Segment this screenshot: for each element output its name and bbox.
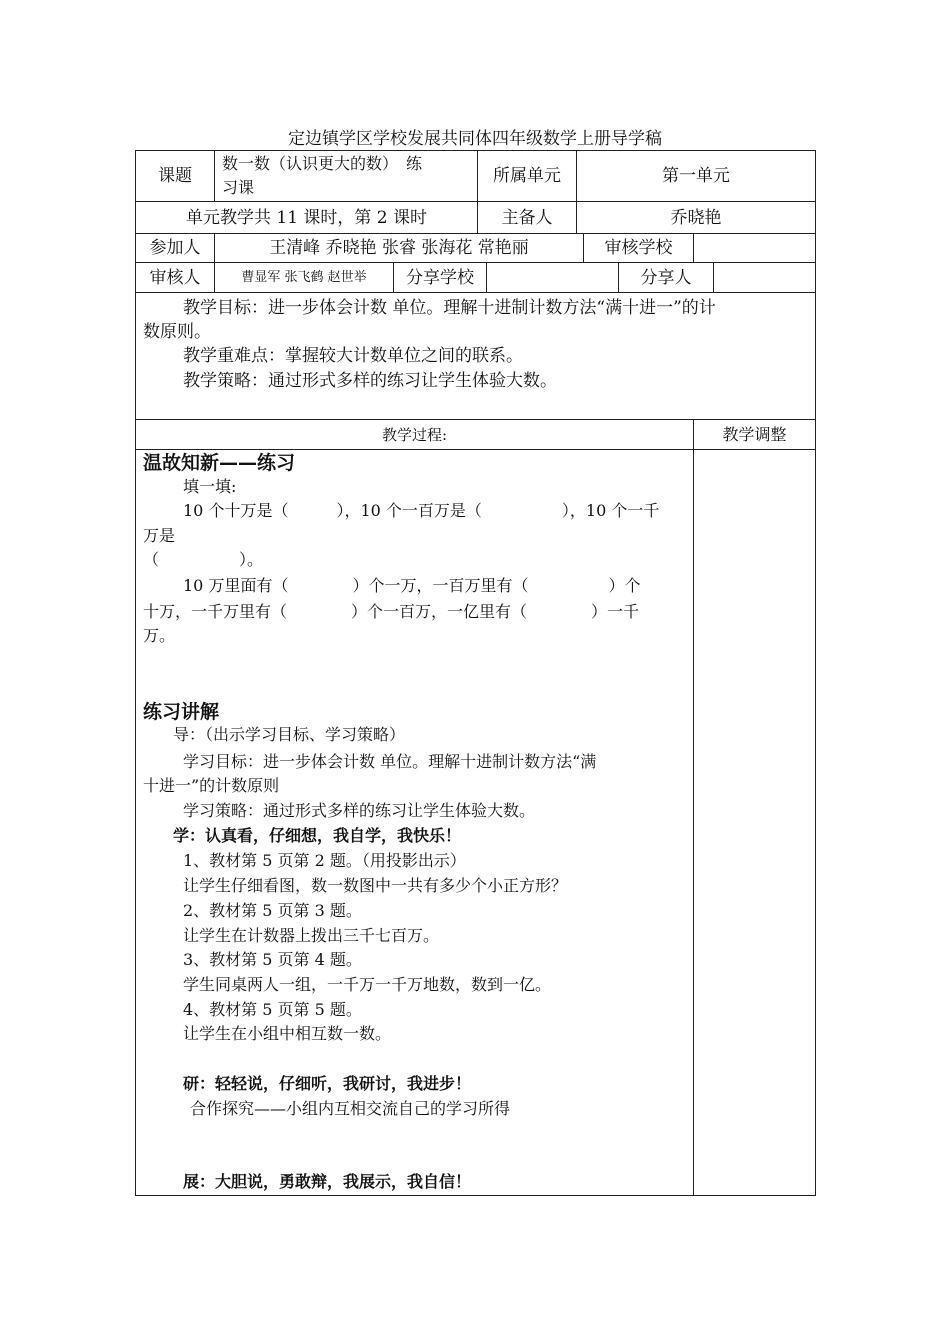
reviewer-value: 曹显军 张飞鹤 赵世举 <box>241 269 367 285</box>
exercise-line: 10 个十万是（ ），10 个一百万是（ ），10 个一千 <box>183 501 660 520</box>
research-heading: 研：轻轻说，仔细听，我研讨，我进步！ <box>183 1074 472 1093</box>
list-item-detail: 让学生仔细看图，数一数图中一共有多少个小正方形？ <box>183 876 568 895</box>
preparer-value: 乔晓艳 <box>670 207 722 228</box>
exercise-line: 万。 <box>143 626 176 645</box>
learn-heading: 学：认真看，仔细想，我自学，我快乐！ <box>173 826 462 845</box>
section2-heading: 练习讲解 <box>143 701 220 723</box>
review-school-value <box>694 234 815 262</box>
goal-line1: 学习目标：进一步体会计数 单位。理解十进制计数方法“满 <box>183 752 597 771</box>
list-item: 1、教材第 5 页第 2 题。（用投影出示） <box>183 851 466 870</box>
cooperation-line: 合作探究——小组内互相交流自己的学习所得 <box>190 1099 511 1118</box>
list-item-detail: 学生同桌两人一组，一千万一千万地数，数到一亿。 <box>183 975 552 994</box>
list-item: 4、教材第 5 页第 5 题。 <box>183 1000 362 1019</box>
sharer-value <box>714 263 815 292</box>
share-school-label: 分享学校 <box>406 267 474 288</box>
goal-line2: 十进一”的计数原则 <box>143 776 280 795</box>
participants-label: 参加人 <box>149 238 201 258</box>
reviewer-label: 审核人 <box>149 267 201 288</box>
list-item: 3、教材第 5 页第 4 题。 <box>183 950 362 969</box>
share-school-value <box>487 263 618 292</box>
unit-value: 第一单元 <box>662 166 730 186</box>
guide-line: 导：（出示学习目标、学习策略） <box>173 725 406 744</box>
objective-line1: 教学目标：进一步体会计数 单位。理解十进制计数方法“满十进一”的计 <box>183 298 716 318</box>
adjust-header: 教学调整 <box>722 424 787 444</box>
list-item-detail: 让学生在小组中相互数一数。 <box>183 1024 392 1043</box>
lesson-count: 单元教学共 11 课时，第 2 课时 <box>185 207 428 228</box>
topic-value-line2: 习课 <box>222 178 255 197</box>
objective-line2: 数原则。 <box>143 322 211 342</box>
process-header: 教学过程: <box>381 425 448 444</box>
topic-value-line1: 数一数（认识更大的数） 练 <box>222 154 423 173</box>
exercise-line: （ ）。 <box>143 550 264 569</box>
unit-label: 所属单元 <box>493 166 561 186</box>
strategy-line2: 学习策略：通过形式多样的练习让学生体验大数。 <box>183 801 536 820</box>
list-item-detail: 让学生在计数器上拨出三千七百万。 <box>183 926 440 945</box>
fill-in-label: 填一填: <box>183 477 237 496</box>
list-item: 2、教材第 5 页第 3 题。 <box>183 901 362 920</box>
exercise-line: 万是 <box>143 526 176 545</box>
preparer-label: 主备人 <box>501 207 553 228</box>
doc-title: 定边镇学区学校发展共同体四年级数学上册导学稿 <box>288 129 662 149</box>
show-heading: 展：大胆说，勇敢辩，我展示，我自信！ <box>183 1172 472 1191</box>
sharer-label: 分享人 <box>640 267 692 288</box>
exercise-line: 十万，一千万里有（ ）个一百万，一亿里有（ ）一千 <box>143 602 640 621</box>
review-school-label: 审核学校 <box>604 238 673 258</box>
participants-value: 王清峰 乔晓艳 张睿 张海花 常艳丽 <box>269 238 529 258</box>
section1-heading: 温故知新——练习 <box>143 452 296 474</box>
exercise-line: 10 万里面有（ ）个一万，一百万里有（ ）个 <box>183 576 641 595</box>
difficulty-line: 教学重难点：掌握较大计数单位之间的联系。 <box>183 346 523 366</box>
strategy-line: 教学策略：通过形式多样的练习让学生体验大数。 <box>183 371 557 391</box>
topic-label: 课题 <box>158 166 192 186</box>
